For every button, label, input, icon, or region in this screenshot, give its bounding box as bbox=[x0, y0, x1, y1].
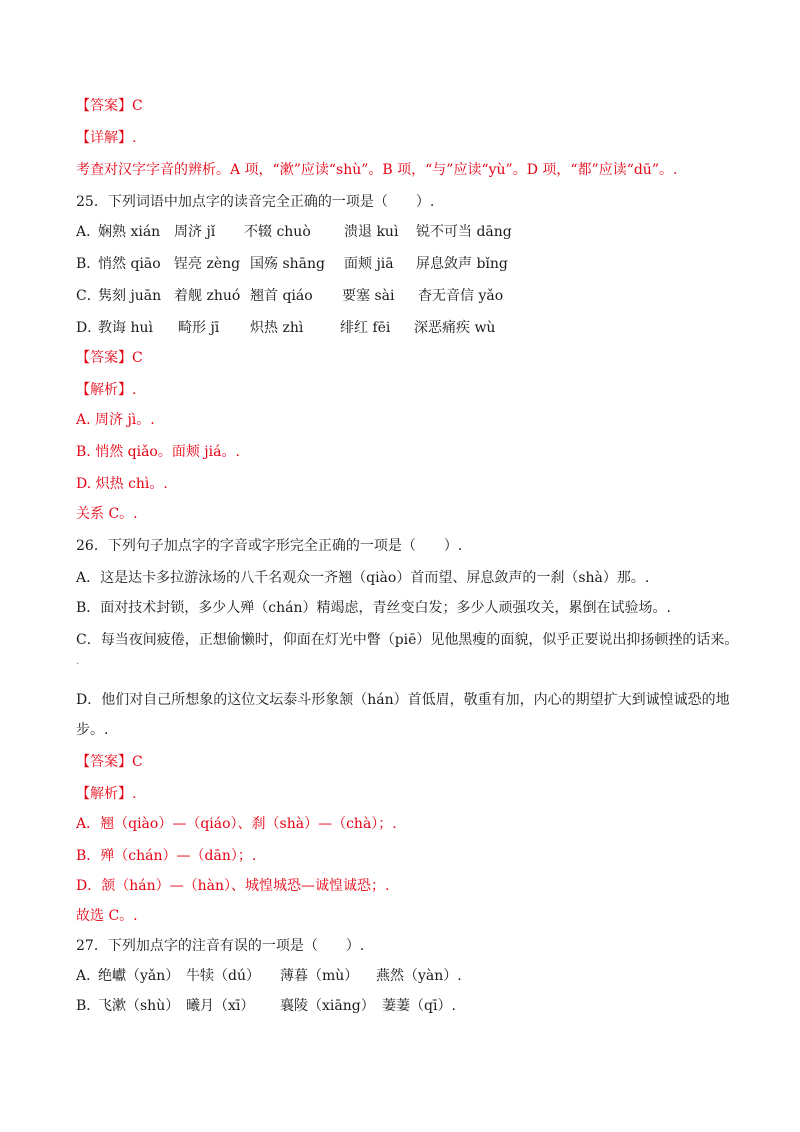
answer-label: 【答案】C bbox=[76, 98, 143, 114]
option-item: 溃退 kuì bbox=[344, 224, 399, 240]
option-label: B． bbox=[76, 998, 101, 1014]
q26-answer: 【答案】C bbox=[76, 754, 143, 770]
option-item: 悄然 qiāo bbox=[98, 256, 161, 272]
q25-analysis-label: 【解析】. bbox=[76, 382, 137, 398]
q25-analysis-a: A. 周济 jì。. bbox=[76, 412, 155, 428]
q26-analysis-a: A．翘（qiào）—（qiáo）、刹（shà）—（chà）；. bbox=[76, 816, 397, 832]
q25-stem: 25．下列词语中加点字的读音完全正确的一项是（ ）. bbox=[76, 194, 435, 210]
option-item: 绝巘（yǎn） bbox=[98, 968, 180, 984]
q26-conclusion: 故选 C。. bbox=[76, 908, 138, 924]
q25-answer: 【答案】C bbox=[76, 350, 143, 366]
option-item: 深恶痛疾 wù bbox=[414, 320, 496, 336]
q26-analysis-d: D．颔（hán）—（hàn）、城惶城恐—诚惶诚恐；. bbox=[76, 878, 390, 894]
option-item: 锃亮 zèng bbox=[174, 256, 241, 272]
q26-analysis-label: 【解析】. bbox=[76, 786, 137, 802]
q27-stem: 27．下列加点字的注音有误的一项是（ ）. bbox=[76, 938, 365, 954]
option-item: 屏息敛声 bǐng bbox=[416, 256, 508, 272]
q26-option-d-line2: 步。. bbox=[76, 722, 109, 738]
option-label: D． bbox=[76, 320, 102, 336]
option-item: 绯红 fēi bbox=[340, 320, 391, 336]
q26-stem: 26．下列句子加点字的字音或字形完全正确的一项是（ ）. bbox=[76, 538, 463, 554]
q26-option-c-tail: . bbox=[76, 656, 80, 667]
option-item: 翘首 qiáo bbox=[250, 288, 313, 304]
q25-analysis-b: B. 悄然 qiǎo。面颊 jiá。. bbox=[76, 444, 240, 460]
detail-label: 【详解】. bbox=[76, 130, 137, 146]
option-item: 要塞 sài bbox=[342, 288, 395, 304]
option-item: 隽刻 juān bbox=[98, 288, 162, 304]
option-item: 杳无音信 yǎo bbox=[418, 288, 504, 304]
option-item: 萋萋（qī）. bbox=[382, 998, 456, 1014]
q26-option-a: A．这是达卡多拉游泳场的八千名观众一齐翘（qiào）首而望、屏息敛声的一刹（shà）那。. bbox=[76, 570, 650, 586]
option-item: 着舰 zhuó bbox=[174, 288, 241, 304]
option-item: 不辍 chuò bbox=[244, 224, 311, 240]
q25-conclusion: 关系 C。. bbox=[76, 506, 138, 522]
q26-analysis-b: B．殚（chán）—（dān）；. bbox=[76, 848, 257, 864]
option-item: 教诲 huì bbox=[98, 320, 153, 336]
option-item: 炽热 zhì bbox=[250, 320, 304, 336]
option-item: 国殇 shāng bbox=[250, 256, 325, 272]
option-item: 燕然（yàn）. bbox=[376, 968, 462, 984]
q25-analysis-d: D. 炽热 chì。. bbox=[76, 476, 168, 492]
q26-option-d-line1: D．他们对自己所想象的这位文坛泰斗形象颔（hán）首低眉，敬重有加，内心的期望扩大到诚惶诚恐的地 bbox=[76, 692, 730, 708]
q26-option-b: B．面对技术封锁，多少人殚（chán）精竭虑，青丝变白发；多少人顽强攻关，累倒在试验场。. bbox=[76, 600, 671, 616]
option-label: A． bbox=[76, 968, 101, 984]
option-item: 锐不可当 dāng bbox=[416, 224, 512, 240]
option-item: 娴熟 xián bbox=[98, 224, 161, 240]
detail-text: 考查对汉字字音的辨析。A 项，“漱”应读“shù”。B 项，“与”应读“yù”。D 项，“都”应读“dū”。. bbox=[76, 162, 678, 178]
option-label: B． bbox=[76, 256, 101, 272]
option-item: 面颊 jiā bbox=[344, 256, 394, 272]
q26-option-c: C．每当夜间疲倦，正想偷懒时，仰面在灯光中瞥（piē）见他黑瘦的面貌，似乎正要说出抑扬顿挫的话来。 bbox=[76, 632, 739, 648]
option-item: 曦月（xī） bbox=[186, 998, 255, 1014]
option-item: 畸形 jī bbox=[178, 320, 220, 336]
option-item: 飞漱（shù） bbox=[98, 998, 180, 1014]
option-label: C． bbox=[76, 288, 101, 304]
option-item: 襄陵（xiāng） bbox=[280, 998, 375, 1014]
option-label: A． bbox=[76, 224, 101, 240]
option-item: 周济 jǐ bbox=[174, 224, 216, 240]
option-item: 牛犊（dú） bbox=[186, 968, 260, 984]
option-item: 薄暮（mù） bbox=[280, 968, 359, 984]
